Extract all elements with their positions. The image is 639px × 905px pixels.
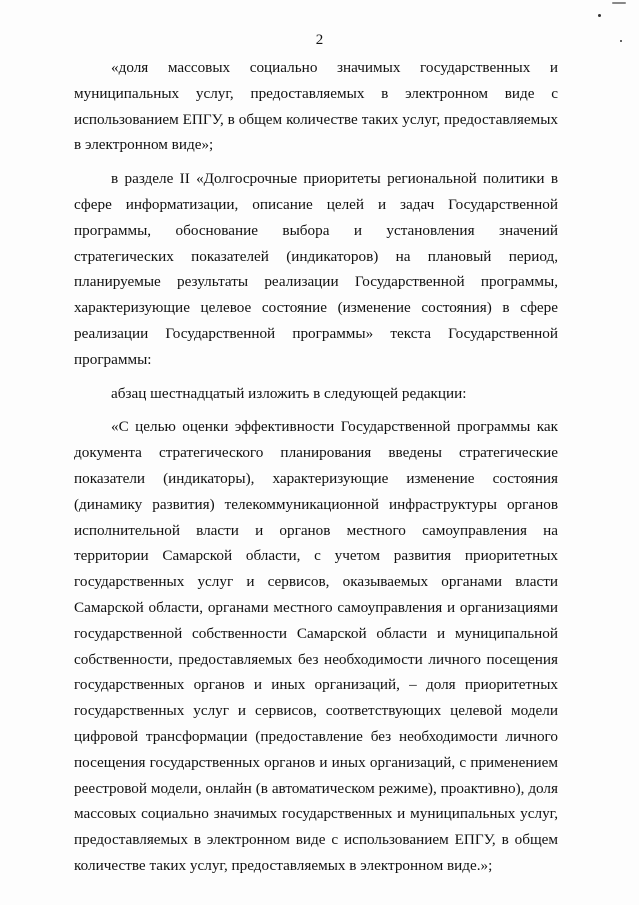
- body-text: [74, 55, 558, 887]
- page-number: 2: [315, 32, 324, 48]
- paragraph-section-ii: в разделе II «Долгосрочные приоритеты региональной политики в сфере информатизации, описание целей и задач Государственной программы, обоснование выбора и установления значений стратегических показателей (индикаторов) на плановый период, планируемые результаты реализации Государственной программы, характеризующие целевое состояние (изменение состояния) в сфере реализации Государственной программы» текста Государственной программы:: [74, 170, 558, 368]
- paragraph-instruction: абзац шестнадцатый изложить в следующей редакции:: [111, 384, 467, 402]
- paragraph-indicator-quote: «доля массовых социально значимых государственных и муниципальных услуг, предоставляемых в электронном виде с использованием ЕПГУ, в общем количестве таких услуг, предоставляемых в электронном виде»;: [74, 59, 558, 154]
- scan-speck: [612, 2, 626, 4]
- scan-speck: [598, 14, 601, 17]
- paragraph-new-wording: «С целью оценки эффективности Государственной программы как документа стратегического планирования введены стратегические показатели (индикаторы), характеризующие изменение состояния (динамику развития) телекоммуникационной инфраструктуры органов исполнительной власти и органов местного самоуправления на территории Самарской области, с учетом развития приоритетных государственных услуг и сервисов, оказываемых органами власти Самарской области, органами местного самоуправления и организациями государственной собственности Самарской области и муниципальной собственности, предоставляемых без необходимости личного посещения государственных органов и иных организаций, – доля приоритетных государственных услуг и сервисов, соответствующих целевой модели цифровой трансформации (предоставление без необходимости личного посещения государственных органов и иных организаций, с применением реестровой модели, онлайн (в автоматическом режиме), проактивно), доля массовых социально значимых государственных и муниципальных услуг, предоставляемых в электронном виде с использованием ЕПГУ, в общем количестве таких услуг, предоставляемых в электронном виде.»;: [74, 418, 558, 874]
- scan-speck: [620, 40, 622, 42]
